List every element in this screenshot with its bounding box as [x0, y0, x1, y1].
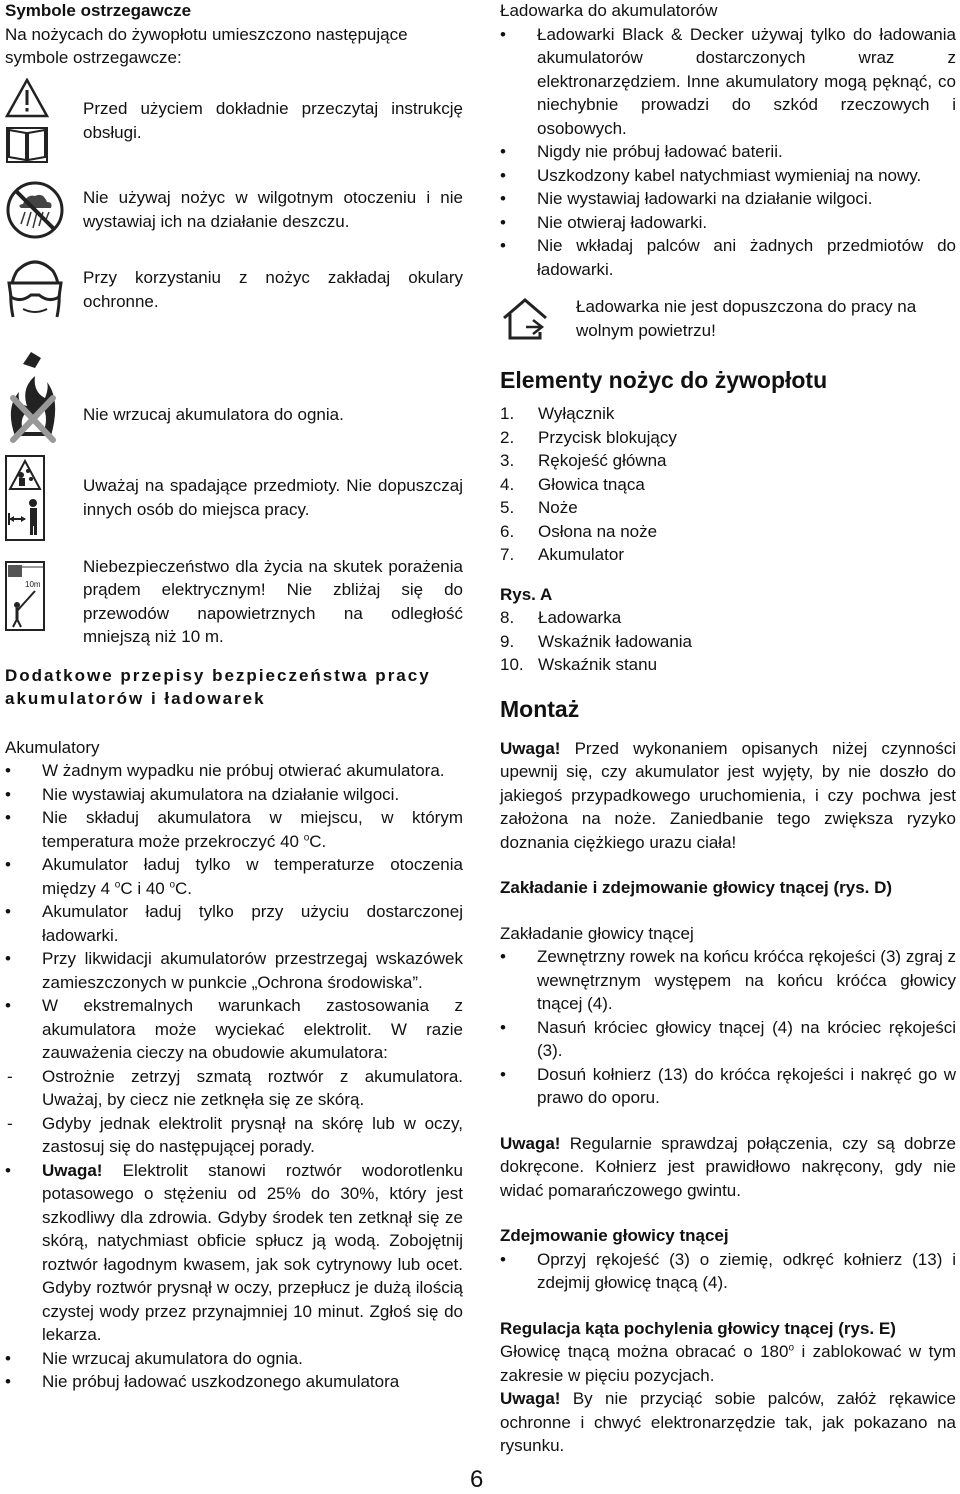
no-fire-icon [5, 348, 75, 443]
safety-glasses-icon [5, 257, 75, 323]
item-number: 8. [500, 608, 515, 627]
electrolyte-sublist [5, 1065, 463, 1159]
item-text: C. [309, 831, 327, 851]
warning-label: Uwaga! [500, 1389, 561, 1408]
item-label: Noże [538, 498, 578, 517]
item-number: 3. [500, 451, 515, 470]
item-number: 7. [500, 545, 515, 564]
symbol-row-powerlines [5, 555, 463, 645]
right-column [500, 0, 956, 1458]
head-section-title: Zakładanie i zdejmowanie głowicy tnącej (rys. D) [500, 878, 893, 897]
assembly-warning [500, 737, 956, 855]
list-item [500, 496, 956, 520]
angle-text-part: i zablokować w tym zakresie w pięciu pozycjach. [500, 1342, 956, 1385]
list-item: • W żadnym wypadku nie próbuj otwierać akumulatora. [5, 759, 463, 783]
item-label: Wskaźnik stanu [538, 655, 658, 674]
list-item [500, 653, 956, 677]
symbol-row-glasses [5, 250, 463, 330]
list-item [500, 543, 956, 567]
svg-text:10m: 10m [25, 579, 41, 589]
item-label: Rękojeść główna [538, 451, 667, 470]
list-item [500, 520, 956, 544]
elements-list [500, 402, 956, 567]
item-label: Głowica tnąca [538, 474, 645, 494]
item-label: Ładowarka [538, 608, 622, 627]
remove-title: Zdejmowanie głowicy tnącej [500, 1226, 729, 1245]
list-item: • Nie wrzucaj akumulatora do ognia. [5, 1347, 463, 1371]
left-column [5, 0, 463, 1394]
warning-label: Uwaga! [42, 1160, 103, 1180]
item-number: 9. [500, 631, 515, 651]
symbol-text: Przed użyciem dokładnie przeczytaj instrukcję obsługi. [83, 99, 463, 142]
item-label: Wskaźnik ładowania [538, 631, 693, 651]
warning-text: By nie przyciąć sobie palców, załóż rękawice ochronne i chwyć elektronarzędzie tak, jak pokazano na rysunku. [500, 1389, 956, 1455]
list-item [500, 449, 956, 473]
item-text: C i 40 [120, 878, 170, 898]
elements-title: Elementy nożyc do żywopłotu [500, 367, 828, 393]
symbol-text: Przy korzystaniu z nożyc zakładaj okulary ochronne. [83, 268, 463, 311]
figure-a-label: Rys. A [500, 584, 553, 604]
symbol-row-fire [5, 348, 463, 443]
page-number: 6 [470, 1466, 484, 1493]
list-item: • Nasuń króciec głowicy tnącej (4) na króciec rękojeści (3). [500, 1016, 956, 1063]
indoor-only-icon [500, 296, 576, 342]
extra-safety-title: Dodatkowe przepisy bezpieczeństwa pracy akumulatorów i ładowarek [5, 665, 431, 708]
symbol-row-rain [5, 170, 463, 250]
list-item: • Zewnętrzny rowek na końcu króćca rękojeści (3) zgraj z wewnętrznym występem na końcu króćca głowicy tnącej (4). [500, 945, 956, 1016]
list-item [500, 402, 956, 426]
item-label: Akumulator [538, 545, 624, 564]
no-rain-icon [5, 180, 75, 240]
list-item: • Nie wystawiaj ładowarki na działanie wilgoci. [500, 187, 956, 211]
sub-list-item: - Gdyby jednak elektrolit prysnął na skórę lub w oczy, zastosuj się do następującej porady. [5, 1112, 463, 1159]
gloves-warning [500, 1387, 956, 1458]
symbols-intro: Na nożycach do żywopłotu umieszczono następujące symbole ostrzegawcze: [5, 24, 408, 67]
list-item [5, 1159, 463, 1347]
falling-objects-icon [5, 455, 75, 541]
list-item: • Nie wystawiaj akumulatora na działanie wilgoci. [5, 783, 463, 807]
power-lines-icon [5, 555, 75, 631]
item-text: Elektrolit stanowi roztwór wodorotlenku potasowego o stężeniu od 25% do 30%, który jest szkodliwy dla zdrowia. Gdyby środek ten zetknął się ze skórą, natychmiast obficie spłucz ją wodą. Zobojętnij roztwór łagodnym kwasem, jak sok cytrynowy lub ocet. Gdyby roztwór prysnął w oczy, przepłucz je dużą ilością czystej wody przez przynajmniej 10 minut. Zgłoś się do lekarza. [42, 1160, 463, 1344]
symbol-row-falling [5, 453, 463, 543]
list-item [500, 473, 956, 497]
symbol-row-manual [5, 76, 463, 166]
list-item: • Nie próbuj ładować uszkodzonego akumulatora [5, 1370, 463, 1394]
list-item: • Akumulator ładuj tylko przy użyciu dostarczonej ładowarki. [5, 900, 463, 947]
batteries-label: Akumulatory [5, 737, 100, 757]
battery-rules-list [5, 759, 463, 1394]
degree-sup: o [169, 878, 176, 890]
list-item: • Ładowarki Black & Decker używaj tylko do ładowania akumulatorów dostarczonych wraz z elektronarzędziem. Inne akumulatory mogą pęknąć, co niechybnie prowadzi do szkód rzeczowych i osobowych. [500, 23, 956, 141]
elements-list-a [500, 606, 956, 677]
list-item: • Przy likwidacji akumulatorów przestrzegaj wskazówek zamieszczonych w punkcie „Ochrona środowiska”. [5, 947, 463, 994]
item-text: C. [175, 878, 193, 898]
symbol-text: Nie wrzucaj akumulatora do ognia. [83, 405, 344, 425]
list-item: • Nie otwieraj ładowarki. [500, 211, 956, 235]
list-item [5, 994, 463, 1159]
list-item [5, 806, 463, 853]
degree-sup: o [788, 1342, 795, 1354]
list-item: • Dosuń kołnierz (13) do króćca rękojeści i nakręć go w prawo do oporu. [500, 1063, 956, 1110]
angle-title: Regulacja kąta pochylenia głowicy tnącej (rys. E) [500, 1318, 896, 1338]
item-number: 1. [500, 404, 515, 423]
list-item [500, 630, 956, 654]
symbols-title: Symbole ostrzegawcze [5, 1, 192, 20]
symbol-text: Uważaj na spadające przedmioty. Nie dopuszczaj innych osób do miejsca pracy. [83, 476, 463, 519]
attach-label: Zakładanie głowicy tnącej [500, 923, 694, 943]
item-label: Wyłącznik [538, 404, 615, 423]
degree-sup: o [303, 831, 310, 843]
item-number: 10. [500, 655, 524, 674]
read-manual-icon [5, 78, 75, 164]
attach-steps-list [500, 945, 956, 1110]
warning-text: Regularnie sprawdzaj połączenia, czy są dobrze dokręcone. Kołnierz jest prawidłowo nakręcony, gdy nie widać pomarańczowego gwintu. [500, 1133, 956, 1200]
item-label: Osłona na noże [538, 521, 658, 541]
list-item: • Oprzyj rękojeść (3) o ziemię, odkręć kołnierz (13) i zdejmij głowicę tnącą (4). [500, 1248, 956, 1295]
item-text: Nie składuj akumulatora w miejscu, w którym temperatura może przekroczyć 40 [42, 808, 463, 851]
power-lines-warning: Niebezpieczeństwo dla życia na skutek porażenia prądem elektrycznym! Nie zbliżaj się do przewodów napowietrznych na odległość mniejszą niż 10 m. [83, 556, 463, 646]
item-number: 5. [500, 498, 515, 517]
item-text: Akumulator ładuj tylko w temperaturze otoczenia między 4 [42, 855, 463, 898]
list-item: • Nigdy nie próbuj ładować baterii. [500, 140, 956, 164]
warning-label: Uwaga! [500, 1133, 561, 1153]
indoor-only-row [500, 295, 956, 342]
charger-label: Ładowarka do akumulatorów [500, 1, 718, 20]
list-item: • Uszkodzony kabel natychmiast wymieniaj na nowy. [500, 164, 956, 188]
list-item [500, 606, 956, 630]
list-item [500, 426, 956, 450]
symbol-text: Nie używaj nożyc w wilgotnym otoczeniu i nie wystawiaj ich na działanie deszczu. [83, 188, 463, 231]
connection-warning [500, 1132, 956, 1203]
charger-rules-list [500, 23, 956, 282]
angle-text [500, 1340, 956, 1387]
item-number: 4. [500, 474, 515, 494]
list-item [5, 853, 463, 900]
montaz-title: Montaż [500, 695, 580, 722]
sub-list-item: - Ostrożnie zetrzyj szmatą roztwór z akumulatora. Uważaj, by ciecz nie zetknęła się ze skórą. [5, 1065, 463, 1112]
item-text: W ekstremalnych warunkach zastosowania z akumulatora może wyciekać elektrolit. W razie zauważenia cieczy na obudowie akumulatora: [42, 996, 463, 1062]
item-number: 6. [500, 521, 515, 541]
warning-label: Uwaga! [500, 738, 561, 758]
angle-text-part: Głowicę tnącą można obracać o 180 [500, 1342, 789, 1361]
symbol-text [83, 555, 463, 649]
remove-steps-list [500, 1248, 956, 1295]
list-item: • Nie wkładaj palców ani żadnych przedmiotów do ładowarki. [500, 234, 956, 281]
warning-text: Przed wykonaniem opisanych niżej czynności upewnij się, czy akumulator jest wyjęty, by nie doszło do jakiegoś przypadkowego uruchomienia, i czy pochwa jest założona na noże. Zaniedbanie tego zwiększa ryzyko doznania ciężkiego urazu ciała! [500, 738, 956, 852]
item-number: 2. [500, 427, 515, 447]
item-label: Przycisk blokujący [538, 427, 677, 447]
degree-sup: o [114, 878, 121, 890]
indoor-only-text: Ładowarka nie jest dopuszczona do pracy na wolnym powietrzu! [576, 297, 917, 340]
